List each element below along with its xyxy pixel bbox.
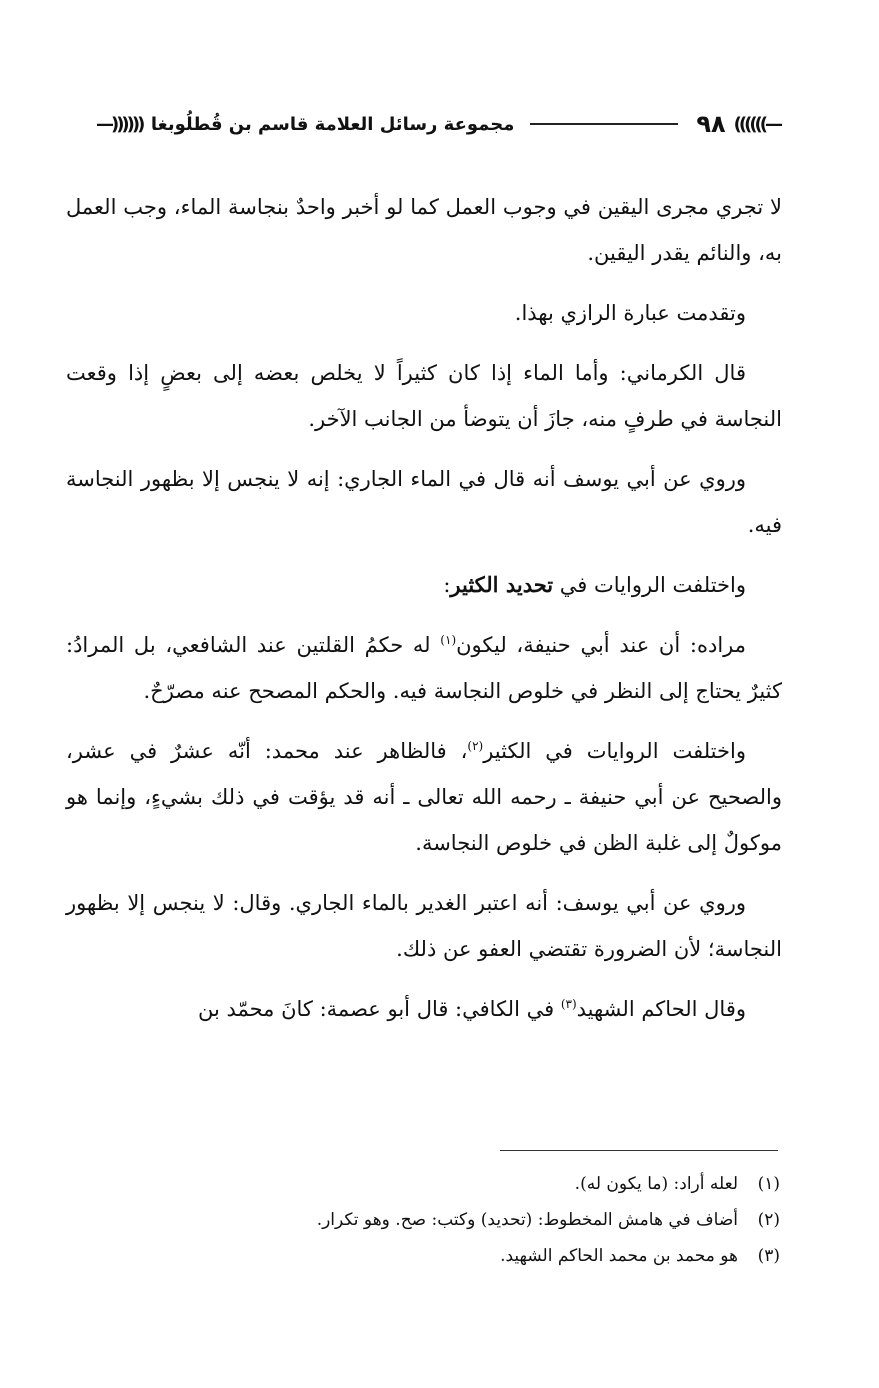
footnote-text: هو محمد بن محمد الحاكم الشهيد. — [500, 1246, 738, 1266]
header-ornament-right: —)))))) — [733, 113, 780, 135]
paragraph — [66, 986, 782, 1032]
paragraph: وروي عن أبي يوسف: أنه اعتبر الغدير بالماء الجاري. وقال: لا ينجس إلا بظهور النجاسة؛ لأن الضرورة تقتضي العفو عن ذلك. — [66, 891, 782, 961]
heading-bold: تحديد الكثير — [450, 572, 554, 597]
footnote-separator — [500, 1150, 778, 1151]
footnote-text: لعله أراد: (ما يكون له). — [574, 1174, 738, 1194]
running-header — [60, 104, 780, 144]
footnote-ref-3[interactable]: (٣) — [560, 997, 577, 1011]
header-ornament-left: —)))))) — [98, 113, 145, 135]
footnote-item — [120, 1238, 780, 1274]
footnote-text: أضاف في هامش المخطوط: (تحديد) وكتب: صح. وهو تكرار. — [316, 1210, 738, 1230]
header-title: مجموعة رسائل العلامة قاسم بن قُطلُوبغا — [150, 113, 515, 135]
page-number: ٩٨ — [696, 110, 726, 138]
footnotes — [120, 1166, 780, 1274]
para-text: وقال الحاكم الشهيد — [576, 997, 746, 1021]
para-text: واختلفت الروايات في الكثير — [483, 739, 746, 763]
paragraph — [66, 622, 782, 714]
body-text — [66, 184, 782, 1046]
para-text: في الكافي: قال أبو عصمة: كانَ محمّد بن — [197, 997, 561, 1021]
paragraph: قال الكرماني: وأما الماء إذا كان كثيراً لا يخلص بعضه إلى بعضٍ إذا وقعت النجاسة في طرفٍ منه، جازَ أن يتوضأ من الجانب الآخر. — [66, 361, 782, 431]
para-text: مراده: أن عند أبي حنيفة، ليكون — [456, 633, 746, 657]
paragraph: وروي عن أبي يوسف أنه قال في الماء الجاري: إنه لا ينجس إلا بظهور النجاسة فيه. — [66, 467, 782, 537]
footnote-number: (١) — [757, 1174, 780, 1194]
section-heading — [66, 562, 782, 608]
heading-prefix: واختلفت الروايات في — [553, 573, 746, 597]
footnote-ref-2[interactable]: (٢) — [467, 739, 484, 753]
paragraph — [66, 728, 782, 866]
paragraph: وتقدمت عبارة الرازي بهذا. — [514, 301, 746, 325]
heading-suffix: : — [443, 573, 451, 597]
header-rule — [530, 123, 678, 125]
paragraph: لا تجري مجرى اليقين في وجوب العمل كما لو أخبر واحدٌ بنجاسة الماء، وجب العمل به، والنائم يقدر اليقين. — [66, 195, 782, 265]
footnote-number: (٢) — [757, 1210, 780, 1230]
footnote-number: (٣) — [757, 1246, 780, 1266]
para-text: ، فالظاهر عند محمد: أنّه عشرٌ في عشر، والصحيح عن أبي حنيفة ـ رحمه الله تعالى ـ أنه قد يؤقت في ذلك بشيءٍ، وإنما هو موكولٌ إلى غلبة الظن في خلوص النجاسة. — [66, 739, 782, 855]
para-text: له حكمُ القلتين عند الشافعي، بل المرادُ: كثيرٌ يحتاج إلى النظر في خلوص النجاسة فيه. والحكم المصحح عنه مصرّحٌ. — [66, 633, 782, 703]
footnote-ref-1[interactable]: (١) — [440, 633, 457, 647]
footnote-item — [120, 1166, 780, 1202]
footnote-item — [120, 1202, 780, 1238]
